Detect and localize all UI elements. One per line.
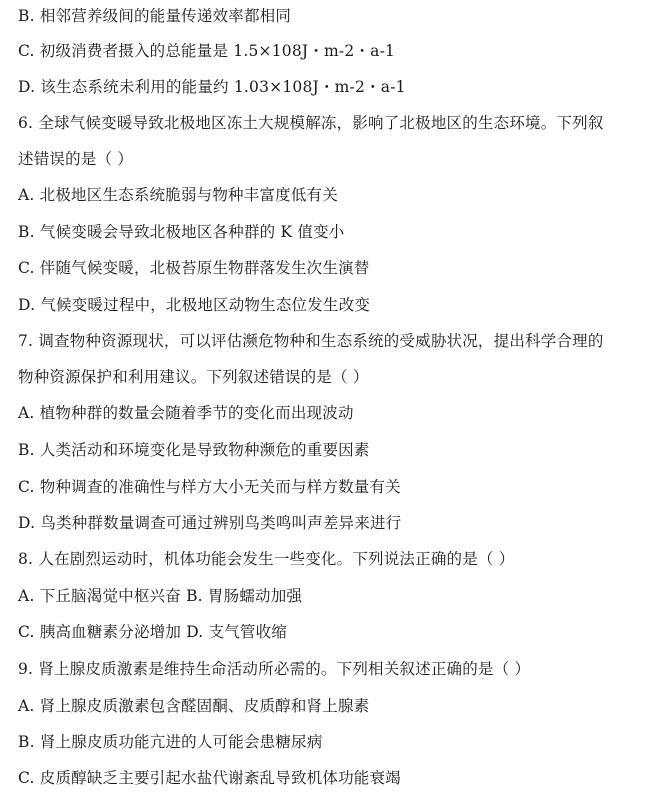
option-b-q7: B. 人类活动和环境变化是导致物种濒危的重要因素 bbox=[18, 441, 370, 459]
option-d-q7: D. 鸟类种群数量调查可通过辨别鸟类鸣叫声差异来进行 bbox=[18, 514, 402, 532]
option-b-q5: B. 相邻营养级间的能量传递效率都相同 bbox=[18, 7, 292, 25]
question-7-line-1: 7. 调查物种资源现状，可以评估濒危物种和生态系统的受威胁状况，提出科学合理的 bbox=[18, 332, 604, 350]
option-d-q5: D. 该生态系统未利用的能量约 1.03×108J・m-2・a-1 bbox=[18, 78, 406, 96]
options-ab-q8: A. 下丘脑渴觉中枢兴奋 B. 胃肠蠕动加强 bbox=[18, 587, 303, 605]
option-d-q6: D. 气候变暖过程中，北极地区动物生态位发生改变 bbox=[18, 296, 371, 314]
option-c-q9: C. 皮质醇缺乏主要引起水盐代谢紊乱导致机体功能衰竭 bbox=[18, 769, 401, 787]
option-a-q9: A. 肾上腺皮质激素包含醛固酮、皮质醇和肾上腺素 bbox=[18, 697, 370, 715]
options-cd-q8: C. 胰高血糖素分泌增加 D. 支气管收缩 bbox=[18, 623, 288, 641]
option-c-q6: C. 伴随气候变暖，北极苔原生物群落发生次生演替 bbox=[18, 259, 370, 277]
option-a-q6: A. 北极地区生态系统脆弱与物种丰富度低有关 bbox=[18, 186, 338, 204]
question-9: 9. 肾上腺皮质激素是维持生命活动所必需的。下列相关叙述正确的是（ ） bbox=[18, 660, 531, 678]
option-a-q7: A. 植物种群的数量会随着季节的变化而出现波动 bbox=[18, 404, 354, 422]
option-c-q5: C. 初级消费者摄入的总能量是 1.5×108J・m-2・a-1 bbox=[18, 42, 396, 60]
option-c-q7: C. 物种调查的准确性与样方大小无关而与样方数量有关 bbox=[18, 478, 401, 496]
question-7-line-2: 物种资源保护和利用建议。下列叙述错误的是（ ） bbox=[18, 368, 369, 386]
question-8: 8. 人在剧烈运动时，机体功能会发生一些变化。下列说法正确的是（ ） bbox=[18, 550, 515, 568]
option-b-q9: B. 肾上腺皮质功能亢进的人可能会患糖尿病 bbox=[18, 733, 323, 751]
question-6-line-1: 6. 全球气候变暖导致北极地区冻土大规模解冻，影响了北极地区的生态环境。下列叙 bbox=[18, 114, 604, 132]
option-b-q6: B. 气候变暖会导致北极地区各种群的 K 值变小 bbox=[18, 223, 345, 241]
question-6-line-2: 述错误的是（ ） bbox=[18, 150, 134, 168]
